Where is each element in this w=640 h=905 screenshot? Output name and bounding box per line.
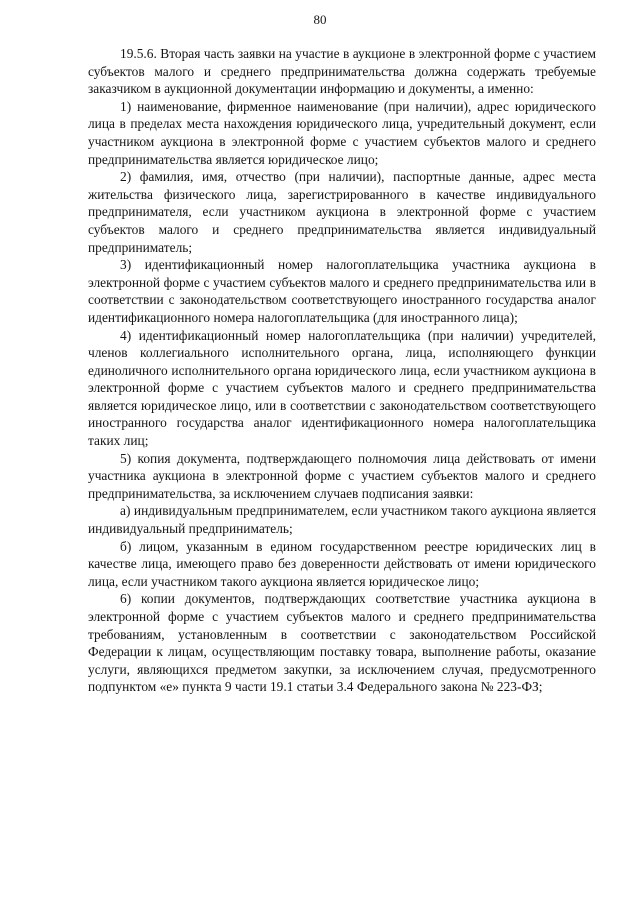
paragraph-item-1: 1) наименование, фирменное наименование (при наличии), адрес юридического лица в пределах места нахождения юридического лица, учредительный документ, если участником аукциона в электронной форме с участием субъектов малого и среднего предпринимательства является юридическое лицо; bbox=[88, 98, 596, 167]
document-body bbox=[88, 45, 596, 696]
paragraph-item-3: 3) идентификационный номер налогоплательщика участника аукциона в электронной форме с участием субъектов малого и среднего предпринимательства или в соответствии с законодательством соответствующего иностранного государства аналог идентификационного номера налогоплательщика (для иностранного лица); bbox=[88, 257, 596, 325]
paragraph-19-5-6: 19.5.6. Вторая часть заявки на участие в аукционе в электронной форме с участием субъектов малого и среднего предпринимательства должна содержать требуемые заказчиком в аукционной документации информацию и документы, а именно: bbox=[88, 46, 596, 97]
paragraph-item-2: 2) фамилия, имя, отчество (при наличии), паспортные данные, адрес места жительства физического лица, зарегистрированного в качестве индивидуального предпринимателя, если участником аукциона в электронной форме с участием субъектов малого и среднего предпринимательства является индивидуальный предприниматель; bbox=[88, 169, 596, 255]
paragraph-subitem-b: б) лицом, указанным в едином государственном реестре юридических лиц в качестве лица, имеющего право без доверенности действовать от имени юридического лица, если участником такого аукциона является юридическое лицо; bbox=[88, 538, 596, 589]
paragraph-item-5: 5) копия документа, подтверждающего полномочия лица действовать от имени участника аукциона в электронной форме с участием субъектов малого и среднего предпринимательства, за исключением случаев подписания заявки: bbox=[88, 450, 596, 501]
page-number: 80 bbox=[313, 12, 327, 27]
paragraph-item-6: 6) копии документов, подтверждающих соответствие участника аукциона в электронной форме с участием субъектов малого и среднего предпринимательства требованиям, установленным в соответствии с законодательством Российской Федерации к лицам, осуществляющим поставку товара, выполнение работы, оказание услуги, являющихся предметом закупки, за исключением случая, предусмотренного подпунктом «е» пункта 9 части 19.1 статьи 3.4 Федерального закона № 223-ФЗ; bbox=[88, 591, 596, 695]
paragraph-subitem-a: а) индивидуальным предпринимателем, если участником такого аукциона является индивидуальный предприниматель; bbox=[88, 503, 596, 537]
paragraph-item-4: 4) идентификационный номер налогоплательщика (при наличии) учредителей, членов коллегиального исполнительного органа, лица, исполняющего функции единоличного исполнительного органа юридического лица, если участником аукциона в электронной форме с участием субъектов малого и среднего предпринимательства является юридическое лицо, или в соответствии с законодательством соответствующего иностранного государства аналог идентификационного номера налогоплательщика таких лиц; bbox=[88, 327, 596, 449]
